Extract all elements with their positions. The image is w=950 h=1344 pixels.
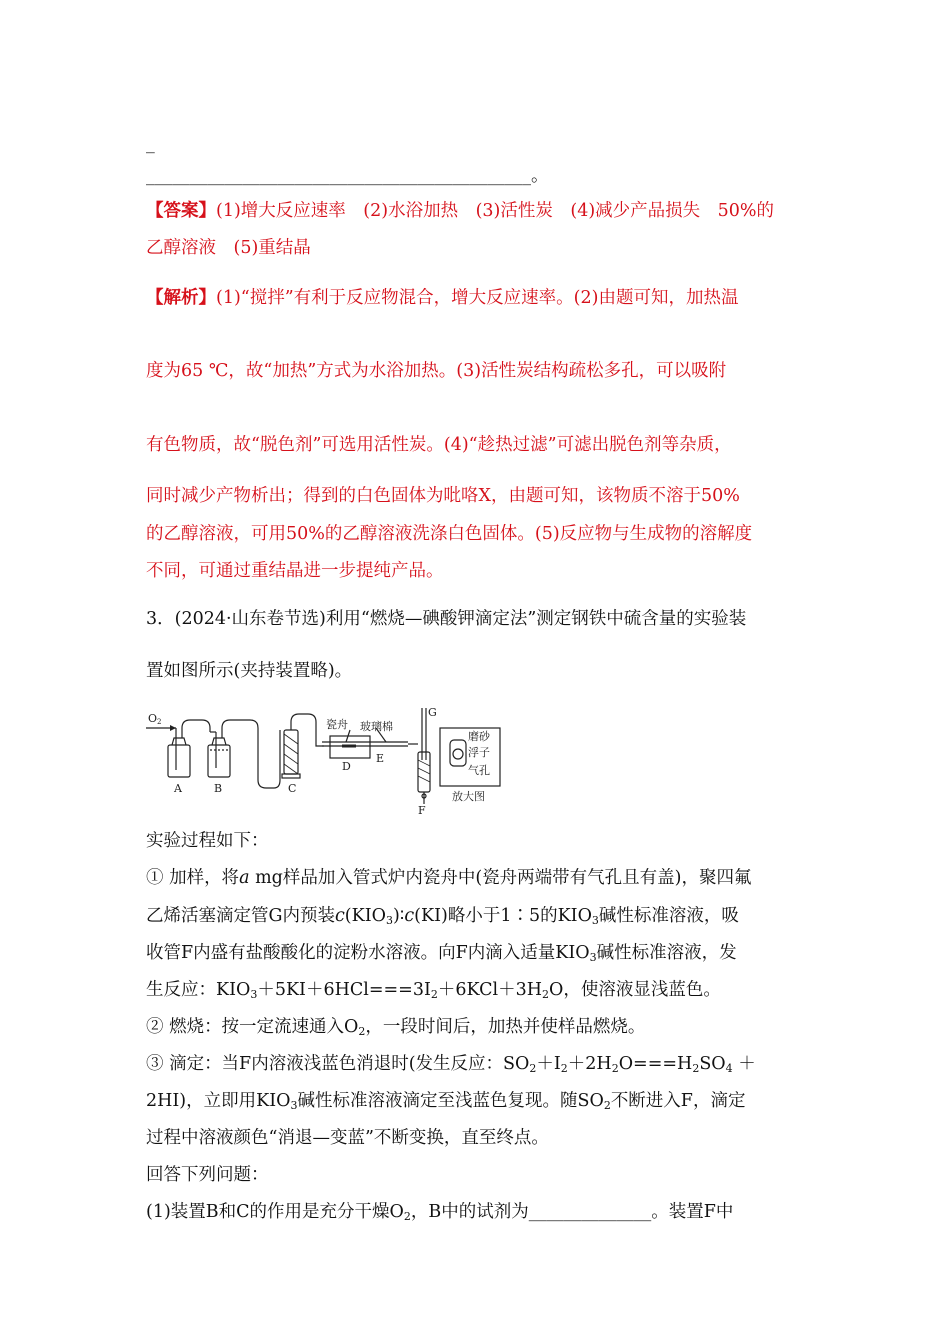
label-d: D bbox=[342, 760, 351, 773]
analysis-line: 不同，可通过重结晶进一步提纯产品。 bbox=[146, 561, 444, 581]
subscript: 3 bbox=[290, 1099, 298, 1112]
text: ＋2H bbox=[567, 1054, 612, 1074]
subscript: 3 bbox=[591, 914, 599, 927]
text: ＋ bbox=[732, 1054, 756, 1074]
text-line: _ bbox=[146, 134, 155, 154]
step-line bbox=[146, 941, 737, 965]
step-line bbox=[146, 978, 721, 1002]
step-line bbox=[146, 1089, 745, 1113]
analysis-text: (1)“搅拌”有利于反应物混合，增大反应速率。(2)由题可知，加热温 bbox=[216, 288, 739, 308]
label-b: B bbox=[214, 782, 223, 795]
question-line bbox=[146, 1200, 733, 1224]
text: SO bbox=[699, 1054, 726, 1074]
label-float: 浮子 bbox=[468, 746, 490, 759]
label-f: F bbox=[418, 804, 426, 817]
answer-text: (1)增大反应速率 (2)水浴加热 (3)活性炭 (4)减少产品损失 50%的 bbox=[216, 201, 775, 221]
subscript: 2 bbox=[611, 1062, 619, 1075]
subscript: 2 bbox=[603, 1099, 611, 1112]
text-line: 实验过程如下： bbox=[146, 831, 269, 851]
text: O===H bbox=[618, 1054, 693, 1074]
subscript: 2 bbox=[403, 1210, 411, 1223]
answer-blank-line: ____________________________________________。 bbox=[146, 166, 549, 186]
var-c: c bbox=[334, 906, 345, 926]
text: )∶ bbox=[392, 906, 405, 926]
step-line bbox=[146, 1015, 645, 1039]
subscript: 2 bbox=[692, 1062, 700, 1075]
label-hole: 气孔 bbox=[468, 764, 490, 777]
text: ② 燃烧：按一定流速通入O bbox=[146, 1017, 359, 1037]
text: ① 加样，将 bbox=[146, 868, 240, 888]
label-boat: 瓷舟 bbox=[326, 718, 348, 731]
label-zoom: 放大图 bbox=[452, 790, 485, 803]
text: (KI)略小于1∶5的KIO bbox=[414, 906, 592, 926]
subscript: 2 bbox=[542, 988, 550, 1001]
subscript: 2 bbox=[430, 988, 438, 1001]
subscript: 4 bbox=[725, 1062, 733, 1075]
text: (1)装置B和C的作用是充分干燥O bbox=[146, 1202, 404, 1222]
step-line bbox=[146, 1052, 756, 1076]
analysis-label: 【解析】 bbox=[146, 288, 216, 308]
text: 收管F内盛有盐酸酸化的淀粉水溶液。向F内滴入适量KIO bbox=[146, 943, 590, 963]
label-c: C bbox=[288, 782, 297, 795]
text: mg样品加入管式炉内瓷舟中(瓷舟两端带有气孔且有盖)，聚四氟 bbox=[249, 868, 752, 888]
step-line: 过程中溶液颜色“消退—变蓝”不断变换，直至终点。 bbox=[146, 1128, 549, 1148]
text: ③ 滴定：当F内溶液浅蓝色消退时(发生反应：SO bbox=[146, 1054, 530, 1074]
text: O，使溶液显浅蓝色。 bbox=[549, 980, 721, 1000]
step-line bbox=[146, 866, 752, 890]
text: (KIO bbox=[344, 906, 386, 926]
subscript: 3 bbox=[589, 951, 597, 964]
label-g: G bbox=[428, 706, 437, 719]
label-frosted: 磨砂 bbox=[468, 730, 490, 743]
answer-label: 【答案】 bbox=[146, 201, 216, 221]
analysis-line: 同时减少产物析出；得到的白色固体为吡咯X，由题可知，该物质不溶于50% bbox=[146, 486, 740, 506]
apparatus-diagram bbox=[146, 700, 506, 818]
text: 2HI)，立即用KIO bbox=[146, 1091, 291, 1111]
question-line: 3．(2024·山东卷节选)利用“燃烧—碘酸钾滴定法”测定钢铁中硫含量的实验装 bbox=[146, 609, 747, 629]
subscript: 2 bbox=[358, 1025, 366, 1038]
analysis-line bbox=[146, 286, 738, 310]
text: ＋5KI＋6HCl===3I bbox=[257, 980, 431, 1000]
subscript: 2 bbox=[529, 1062, 537, 1075]
label-e: E bbox=[376, 752, 385, 765]
text: 碱性标准溶液滴定至浅蓝色复现。随SO bbox=[297, 1091, 604, 1111]
text-line: 回答下列问题： bbox=[146, 1165, 269, 1185]
text: 碱性标准溶液，吸 bbox=[598, 906, 739, 926]
text: ，一段时间后，加热并使样品燃烧。 bbox=[365, 1017, 646, 1037]
var-c: c bbox=[404, 906, 415, 926]
text: 碱性标准溶液，发 bbox=[596, 943, 737, 963]
label-wool: 玻璃棉 bbox=[360, 720, 393, 733]
step-line bbox=[146, 904, 739, 928]
label-a: A bbox=[174, 782, 182, 795]
answer-line bbox=[146, 199, 774, 223]
var-a: a bbox=[239, 868, 250, 888]
text: 不断进入F，滴定 bbox=[610, 1091, 746, 1111]
answer-line: 乙醇溶液 (5)重结晶 bbox=[146, 238, 311, 258]
question-line: 置如图所示(夹持装置略)。 bbox=[146, 661, 353, 681]
text: 乙烯活塞滴定管G内预装 bbox=[146, 906, 335, 926]
text: ＋6KCl＋3H bbox=[437, 980, 543, 1000]
analysis-line: 有色物质，故“脱色剂”可选用活性炭。(4)“趁热过滤”可滤出脱色剂等杂质， bbox=[146, 435, 732, 455]
text: ，B中的试剂为______________。装置F中 bbox=[410, 1202, 734, 1222]
text: 生反应：KIO bbox=[146, 980, 251, 1000]
text: ＋I bbox=[536, 1054, 561, 1074]
subscript: 3 bbox=[250, 988, 258, 1001]
analysis-line: 度为65 ℃，故“加热”方式为水浴加热。(3)活性炭结构疏松多孔，可以吸附 bbox=[146, 361, 727, 381]
subscript: 2 bbox=[560, 1062, 568, 1075]
subscript: 3 bbox=[385, 914, 393, 927]
analysis-line: 的乙醇溶液，可用50%的乙醇溶液洗涤白色固体。(5)反应物与生成物的溶解度 bbox=[146, 524, 753, 544]
label-o2: O2 bbox=[148, 712, 162, 726]
